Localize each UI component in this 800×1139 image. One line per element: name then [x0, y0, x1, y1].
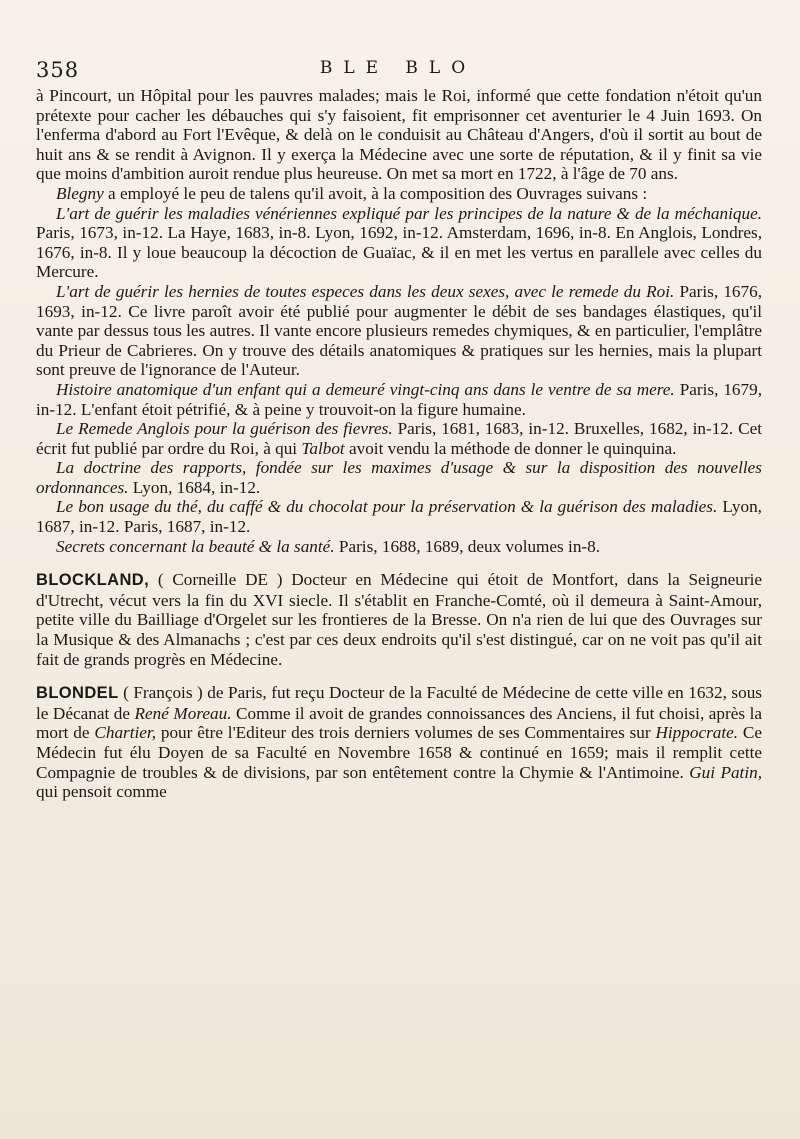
work-title: Histoire anatomique d'un enfant qui a demeuré vingt-cinq ans dans le ventre de sa mere. [56, 379, 675, 399]
work-title: L'art de guérir les hernies de toutes especes dans les deux sexes, avec le remede du Roi. [56, 281, 675, 301]
person-name: Hippocrate. [655, 723, 739, 743]
entry-maladies-veneriennes: L'art de guérir les maladies vénériennes expliqué par les principes de la nature & de la méchanique. Paris, 1673, in-12. La Haye, 1683, in-8. Lyon, 1692, in-12. Amsterdam, 1696, in-8. En Anglois, Londres, 1676, in-8. Il y loue beaucoup la décoction de Guaïac, & il en met les vertus en parallele avec celles du Mercure. [36, 203, 762, 282]
person-name: Talbot [301, 438, 345, 458]
entry-histoire-anatomique: Histoire anatomique d'un enfant qui a demeuré vingt-cinq ans dans le ventre de sa mere. Paris, 1679, in-12. L'enfant étoit pétrifié, & à peine y trouvoit-on la figure humaine. [36, 379, 763, 419]
paragraph-pincourt: à Pincourt, un Hôpital pour les pauvres malades; mais le Roi, informé que cette fondation n'étoit qu'un prétexte pour cacher les débauches qui s'y faisoient, fit emprisonner cet aventurier le 4 Juin 1693. On l'enferma d'abord au Fort l'Evêque, & delà on le conduisit au Château d'Angers, d'où il sortit au bout de huit ans & se rendit à Avignon. Il y exerça la Médecine avec une sorte de réputation, & il y finit sa vie que moins d'ambition auroit rendue plus heureuse. On met sa mort en 1722, à l'âge de 70 ans. [36, 86, 762, 184]
entry-bon-usage-the: Le bon usage du thé, du caffé & du chocolat pour la préservation & la guérison des maladies. Lyon, 1687, in-12. Paris, 1687, in-12. [36, 497, 762, 537]
person-name: Gui Patin, [689, 762, 762, 782]
work-title: Secrets concernant la beauté & la santé. [56, 536, 335, 556]
entry-hernies: L'art de guérir les hernies de toutes especes dans les deux sexes, avec le remede du Roi. Paris, 1676, 1693, in-12. Ce livre paroît avoir été publié pour augmenter le débit de ses bandages élastiques, qu'il vante par dessus tous les autres. Il vante encore plusieurs remedes chymiques, & en particulier, l'emplâtre du Prieur de Cabrieres. On y trouve des détails anatomiques & pratiques sur les hernies, mais la plupart sont preuve de l'ignorance de l'Auteur. [36, 281, 763, 380]
work-title: L'art de guérir les maladies vénériennes expliqué par les principes de la nature & de la méchanique. [56, 203, 762, 223]
work-title: La doctrine des rapports, fondée sur les maximes d'usage & sur la disposition des nouvelles ordonnances. [36, 458, 762, 497]
author-name: Blegny [56, 183, 104, 203]
entry-secrets: Secrets concernant la beauté & la santé. Paris, 1688, 1689, deux volumes in-8. [56, 536, 601, 556]
entry-doctrine-rapports: La doctrine des rapports, fondée sur les maximes d'usage & sur la disposition des nouvelles ordonnances. Lyon, 1684, in-12. [36, 458, 762, 497]
body-text [36, 86, 762, 802]
page-number: 358 [36, 58, 80, 82]
article-blockland: BLOCKLAND, ( Corneille DE ) Docteur en Médecine qui étoit de Montfort, dans la Seigneurie d'Utrecht, vécut vers la fin du XVI siecle. Il s'établit en Franche-Comté, où il demeura à Saint-Amour, petite ville du Bailliage d'Orgelet sur les frontieres de la Bresse. On n'a rien de lui que des Ouvrages sur la Musique & des Almanachs ; c'est par ces deux endroits qu'il s'est distingué, car on ne voit pas qu'il ait fait de grands progrès en Médecine. [36, 570, 762, 669]
page-header [36, 54, 760, 84]
article-blondel: BLONDEL ( François ) de Paris, fut reçu Docteur de la Faculté de Médecine de cette ville en 1632, sous le Décanat de René Moreau. Comme il avoit de grandes connoissances des Anciens, il fut choisi, après la mort de Chartier, pour être l'Editeur des trois derniers volumes de ses Commentaires sur Hippocrate. Ce Médecin fut élu Doyen de sa Faculté en Novembre 1658 & continué en 1659; mais il remplit cette Compagnie de troubles & de divisions, par son entêtement contre la Chymie & l'Antimoine. Gui Patin, qui pensoit comme [36, 683, 763, 802]
running-head: BLE BLO [319, 58, 477, 78]
paragraph-works-intro: Blegny a employé le peu de talens qu'il avoit, à la composition des Ouvrages suivans : [56, 183, 648, 203]
entry-remede-anglois: Le Remede Anglois pour la guérison des fievres. Paris, 1681, 1683, in-12. Bruxelles, 1682, in-12. Cet écrit fut publié par ordre du Roi, à qui Talbot avoit vendu la méthode de donner le quinquina. [36, 419, 762, 458]
person-name: René Moreau. [134, 703, 232, 723]
work-title: Le Remede Anglois pour la guérison des fievres. [56, 419, 393, 439]
entry-headword: BLONDEL [36, 684, 119, 703]
person-name: Chartier, [94, 723, 156, 743]
entry-headword: BLOCKLAND, [36, 571, 150, 590]
work-title: Le bon usage du thé, du caffé & du chocolat pour la préservation & la guérison des maladies. [56, 497, 718, 517]
